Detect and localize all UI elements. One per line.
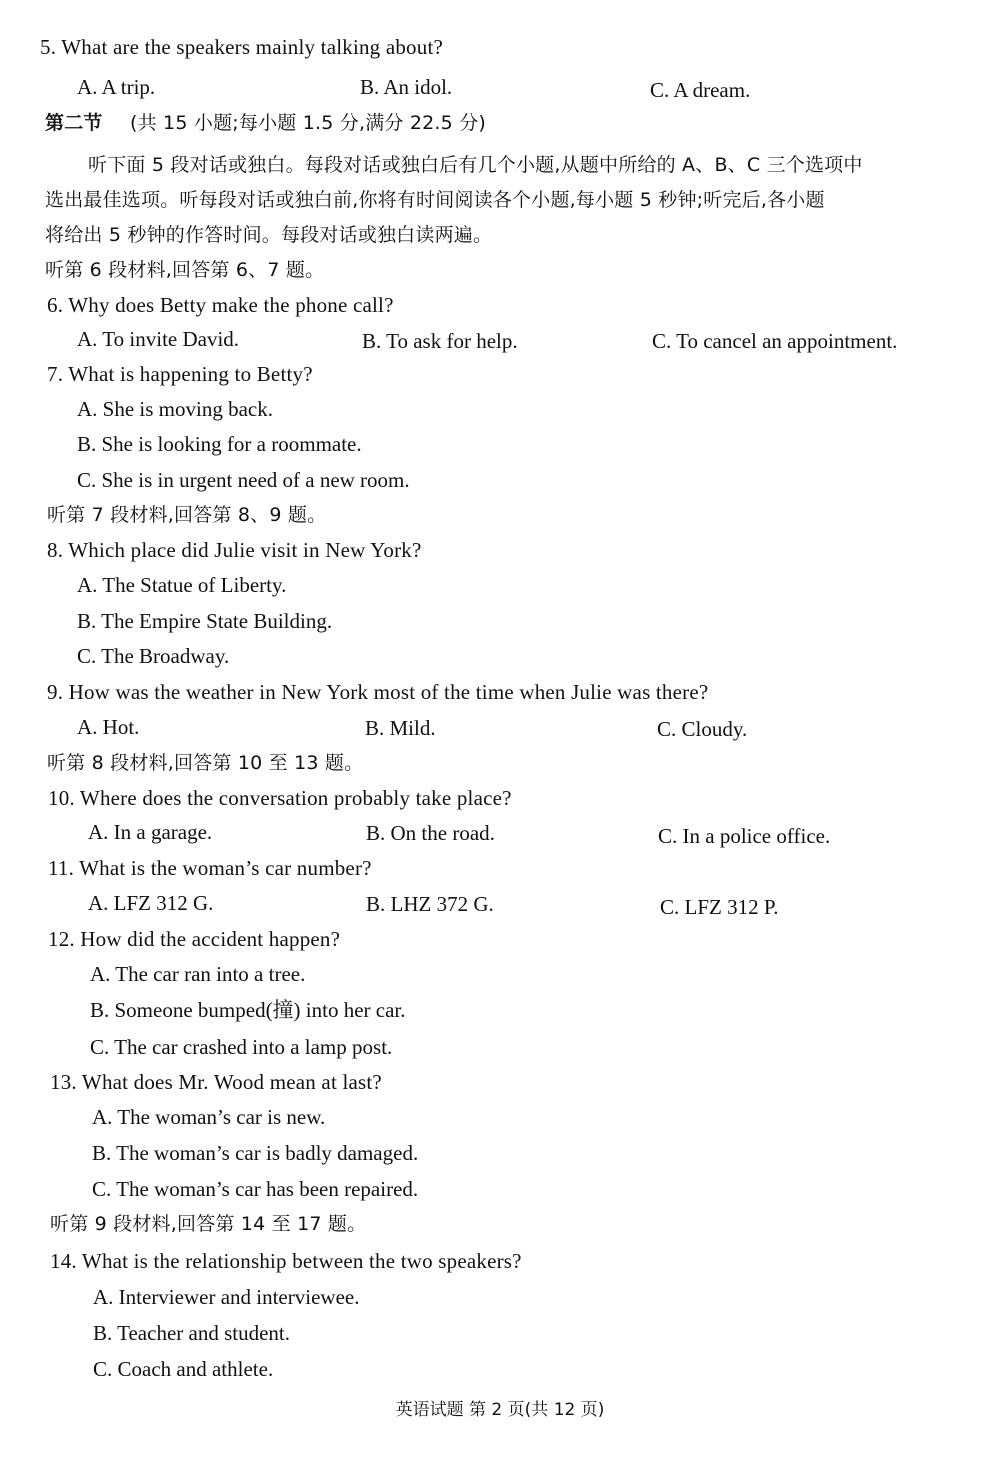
q6-option-b: B. To ask for help.	[362, 329, 518, 353]
q7-option-c: C. She is in urgent need of a new room.	[77, 468, 410, 492]
question-7: 7. What is happening to Betty?	[47, 362, 313, 386]
instructions-line-3: 将给出 5 秒钟的作答时间。每段对话或独白读两遍。	[45, 224, 493, 246]
material-9-label: 听第 9 段材料,回答第 14 至 17 题。	[50, 1213, 367, 1235]
q10-option-b: B. On the road.	[366, 821, 495, 845]
material-6-label: 听第 6 段材料,回答第 6、7 题。	[45, 259, 325, 281]
question-14: 14. What is the relationship between the two speakers?	[50, 1249, 522, 1273]
q12-option-a: A. The car ran into a tree.	[90, 962, 306, 986]
q11-option-b: B. LHZ 372 G.	[366, 892, 494, 916]
question-13: 13. What does Mr. Wood mean at last?	[50, 1070, 382, 1094]
q9-option-a: A. Hot.	[77, 715, 140, 739]
q5-option-a: A. A trip.	[77, 75, 156, 99]
q8-option-c: C. The Broadway.	[77, 644, 230, 668]
section-score-note: (共 15 小题;每小题 1.5 分,满分 22.5 分)	[130, 112, 487, 134]
section-heading: 第二节	[45, 112, 103, 134]
q7-option-b: B. She is looking for a roommate.	[77, 432, 362, 456]
q10-option-a: A. In a garage.	[88, 820, 213, 844]
q6-option-c: C. To cancel an appointment.	[652, 329, 898, 353]
q5-option-b: B. An idol.	[360, 75, 453, 99]
q14-option-b: B. Teacher and student.	[93, 1321, 290, 1345]
q5-option-c: C. A dream.	[650, 78, 751, 102]
q12-option-c: C. The car crashed into a lamp post.	[90, 1035, 393, 1059]
material-8-label: 听第 8 段材料,回答第 10 至 13 题。	[47, 752, 364, 774]
question-10: 10. Where does the conversation probably take place?	[48, 786, 512, 810]
q13-option-c: C. The woman’s car has been repaired.	[92, 1177, 419, 1201]
q13-option-b: B. The woman’s car is badly damaged.	[92, 1141, 419, 1165]
q9-option-c: C. Cloudy.	[657, 717, 748, 741]
q10-option-c: C. In a police office.	[658, 824, 831, 848]
instructions-line-2: 选出最佳选项。听每段对话或独白前,你将有时间阅读各个小题,每小题 5 秒钟;听完后,各小题	[45, 189, 825, 211]
q8-option-b: B. The Empire State Building.	[77, 609, 333, 633]
q14-option-a: A. Interviewer and interviewee.	[93, 1285, 360, 1309]
q14-option-c: C. Coach and athlete.	[93, 1357, 274, 1381]
question-8: 8. Which place did Julie visit in New York?	[47, 538, 422, 562]
material-7-label: 听第 7 段材料,回答第 8、9 题。	[47, 504, 327, 526]
q8-option-a: A. The Statue of Liberty.	[77, 573, 287, 597]
q13-option-a: A. The woman’s car is new.	[92, 1105, 326, 1129]
instructions-line-1: 听下面 5 段对话或独白。每段对话或独白后有几个小题,从题中所给的 A、B、C 三个选项中	[88, 154, 863, 176]
q11-option-a: A. LFZ 312 G.	[88, 891, 214, 915]
q7-option-a: A. She is moving back.	[77, 397, 273, 421]
question-5: 5. What are the speakers mainly talking about?	[40, 35, 444, 59]
question-11: 11. What is the woman’s car number?	[48, 856, 372, 880]
q6-option-a: A. To invite David.	[77, 327, 240, 351]
q11-option-c: C. LFZ 312 P.	[660, 895, 779, 919]
question-12: 12. How did the accident happen?	[48, 927, 341, 951]
question-6: 6. Why does Betty make the phone call?	[47, 293, 394, 317]
page-footer: 英语试题 第 2 页(共 12 页)	[395, 1400, 605, 1420]
question-9: 9. How was the weather in New York most of the time when Julie was there?	[47, 680, 709, 704]
q9-option-b: B. Mild.	[365, 716, 436, 740]
q12-option-b: B. Someone bumped(撞) into her car.	[90, 998, 406, 1022]
